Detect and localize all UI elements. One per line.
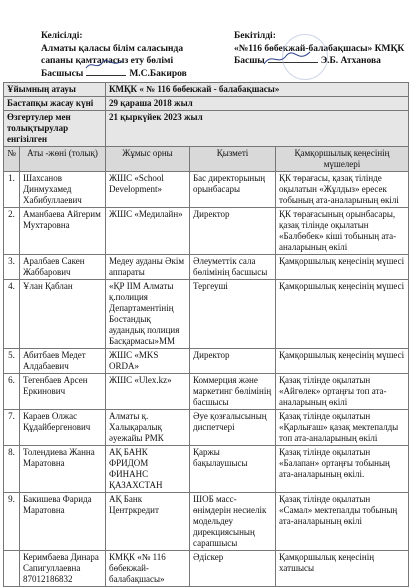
- member-position: Коммерция және маркетинг бөлімінің басшысы: [190, 374, 276, 410]
- institution-name: «№116 бөбекжай-балабақшасы» КМҚК: [234, 43, 405, 54]
- member-name: Ұлан Қаблан: [20, 280, 106, 349]
- member-position: Қаржы бақылаушысы: [190, 446, 276, 493]
- row-number: 5.: [4, 349, 20, 374]
- table-row: [4, 255, 409, 280]
- row-number: 6.: [4, 374, 20, 410]
- member-name: Караев Олжас Құдайбергенович: [20, 410, 106, 446]
- member-workplace: ЖШС «Ulex.kz»: [106, 374, 190, 410]
- member-name: Абитбаев Медет Алдабаевич: [20, 349, 106, 374]
- member-workplace: Медеу ауданы Әкім аппараты: [106, 255, 190, 280]
- signature-right: [262, 50, 312, 68]
- changes-row: [4, 111, 409, 147]
- member-position: Бас директорының орынбасары: [190, 172, 276, 208]
- org-name-row: [4, 83, 409, 97]
- table-row: [4, 493, 409, 551]
- board-members-table: [3, 82, 409, 587]
- table-body: [4, 172, 409, 587]
- head-name: М.С.Бакиров: [129, 68, 187, 79]
- member-workplace: «ҚР ІІМ Алматы қ.полиция Департаментінің Бостандық аудандық полиция Басқармасы»ММ: [106, 280, 190, 349]
- member-workplace: ЖШС «Медилайн»: [106, 208, 190, 255]
- signature-left: [84, 58, 124, 72]
- row-number: 9.: [4, 493, 20, 551]
- table-row: [4, 280, 409, 349]
- member-role: Қамқоршылық кеңесінің мүшесі: [276, 349, 409, 374]
- start-date-value: 29 қараша 2018 жыл: [106, 97, 409, 111]
- row-number: 4.: [4, 280, 20, 349]
- agency-line-2: сапаны қамтамасыз ету бөлімі: [41, 56, 174, 66]
- member-position: Әлеуметтік сала бөлімінің басшысы: [190, 255, 276, 280]
- row-number: 2.: [4, 208, 20, 255]
- member-position: Директор: [190, 208, 276, 255]
- member-role: Қазақ тілінде оқылатын «Айгөлек» ортаңғы топ ата-аналарының өкілі: [276, 374, 409, 410]
- table-row: [4, 446, 409, 493]
- changes-label: Өзгертулер мен толықтырулар енгізілген: [4, 111, 106, 147]
- member-role: Қазақ тілінде оқылатын «Самал» мектепалды тобының ата-аналарының өкілі: [276, 493, 409, 551]
- table-row: [4, 208, 409, 255]
- row-number: 8.: [4, 446, 20, 493]
- changes-value: 21 қыркүйек 2023 жыл: [106, 111, 409, 147]
- table-row: [4, 172, 409, 208]
- row-number: [4, 551, 20, 587]
- approval-left: [41, 30, 187, 80]
- member-name: Толендиева Жанна Маратовна: [20, 446, 106, 493]
- member-name: Керимбаева Динара Сапигуллаевна 87012186832: [20, 551, 106, 587]
- member-workplace: ЖШС «School Development»: [106, 172, 190, 208]
- agreed-label: Келісілді:: [41, 31, 83, 41]
- member-role: Қамқоршылық кеңесінің хатшысы: [276, 551, 409, 587]
- member-name: Тегенбаев Арсен Еркинович: [20, 374, 106, 410]
- start-date-row: [4, 97, 409, 111]
- approved-label: Бекітілді:: [234, 31, 276, 41]
- member-workplace: Алматы қ. Халықаралық әуежайы РМК: [106, 410, 190, 446]
- row-number: 3.: [4, 255, 20, 280]
- member-role: ҚК төрағасының орынбасары, қазақ тілінде оқылатын «Балбөбек» кіші тобының ата-аналарының өкілі: [276, 208, 409, 255]
- member-role: Қазақ тілінде оқылатын «Қарлығаш» қазақ мектепалды топ ата-аналарының өкілі: [276, 410, 409, 446]
- org-name-value: КМҚК « № 116 бөбекжай - балабақшасы»: [106, 83, 409, 97]
- head-title: Басшысы: [41, 68, 84, 79]
- col-position-header: Қызметі: [190, 147, 276, 172]
- member-workplace: АҚ Банк Центркредит: [106, 493, 190, 551]
- member-role: Қамқоршылық кеңесінің мүшесі: [276, 255, 409, 280]
- org-name-label: Ұйымның атауы: [4, 83, 106, 97]
- member-workplace: КМҚК «№ 116 бөбекжай-балабақшасы»: [106, 551, 190, 587]
- col-role-header: Қамқоршылық кеңесінің мүшелері: [276, 147, 409, 172]
- member-position: Әуе қозғалысының диспетчері: [190, 410, 276, 446]
- col-workplace-header: Жұмыс орны: [106, 147, 190, 172]
- member-position: Директор: [190, 349, 276, 374]
- member-name: Аралбаев Сакен Жаббарович: [20, 255, 106, 280]
- director-title: Басшы: [234, 56, 265, 66]
- director-name: Э.Б. Атханова: [320, 56, 381, 66]
- agency-line-1: Алматы қаласы білім саласында: [41, 43, 184, 54]
- table-row: [4, 410, 409, 446]
- member-name: Шахсанов Динмухамед Хабибуллаевич: [20, 172, 106, 208]
- table-row: [4, 374, 409, 410]
- member-position: ШОБ масс-өнімдерін несиелік модельдеу дирекциясының сарапшысы: [190, 493, 276, 551]
- member-position: Әдіскер: [190, 551, 276, 587]
- row-number: 1.: [4, 172, 20, 208]
- signature-blank: [86, 75, 126, 76]
- table-header-row: [4, 147, 409, 172]
- table-row: [4, 349, 409, 374]
- member-name: Бакишева Фарида Маратовна: [20, 493, 106, 551]
- member-role: Қазақ тілінде оқылатын «Балапан» ортаңғы тобының ата-аналарының өкілі.: [276, 446, 409, 493]
- col-number-header: №: [4, 147, 20, 172]
- member-role: ҚК төрағасы, қазақ тілінде оқылатын «Жұлдыз» ересек тобының ата-аналарының өкілі: [276, 172, 409, 208]
- member-position: Тергеуші: [190, 280, 276, 349]
- table-row: [4, 551, 409, 587]
- col-name-header: Аты -жөні (толық): [20, 147, 106, 172]
- start-date-label: Бастапқы жасау күні: [4, 97, 106, 111]
- member-role: Қамқоршылық кеңесінің мүшесі: [276, 280, 409, 349]
- member-workplace: АҚ БАНК ФРИДОМ ФИНАНС ҚАЗАХСТАН: [106, 446, 190, 493]
- row-number: 7.: [4, 410, 20, 446]
- member-workplace: ЖШС «MKS ORDA»: [106, 349, 190, 374]
- member-name: Аманбаева Айгерим Мухтаровна: [20, 208, 106, 255]
